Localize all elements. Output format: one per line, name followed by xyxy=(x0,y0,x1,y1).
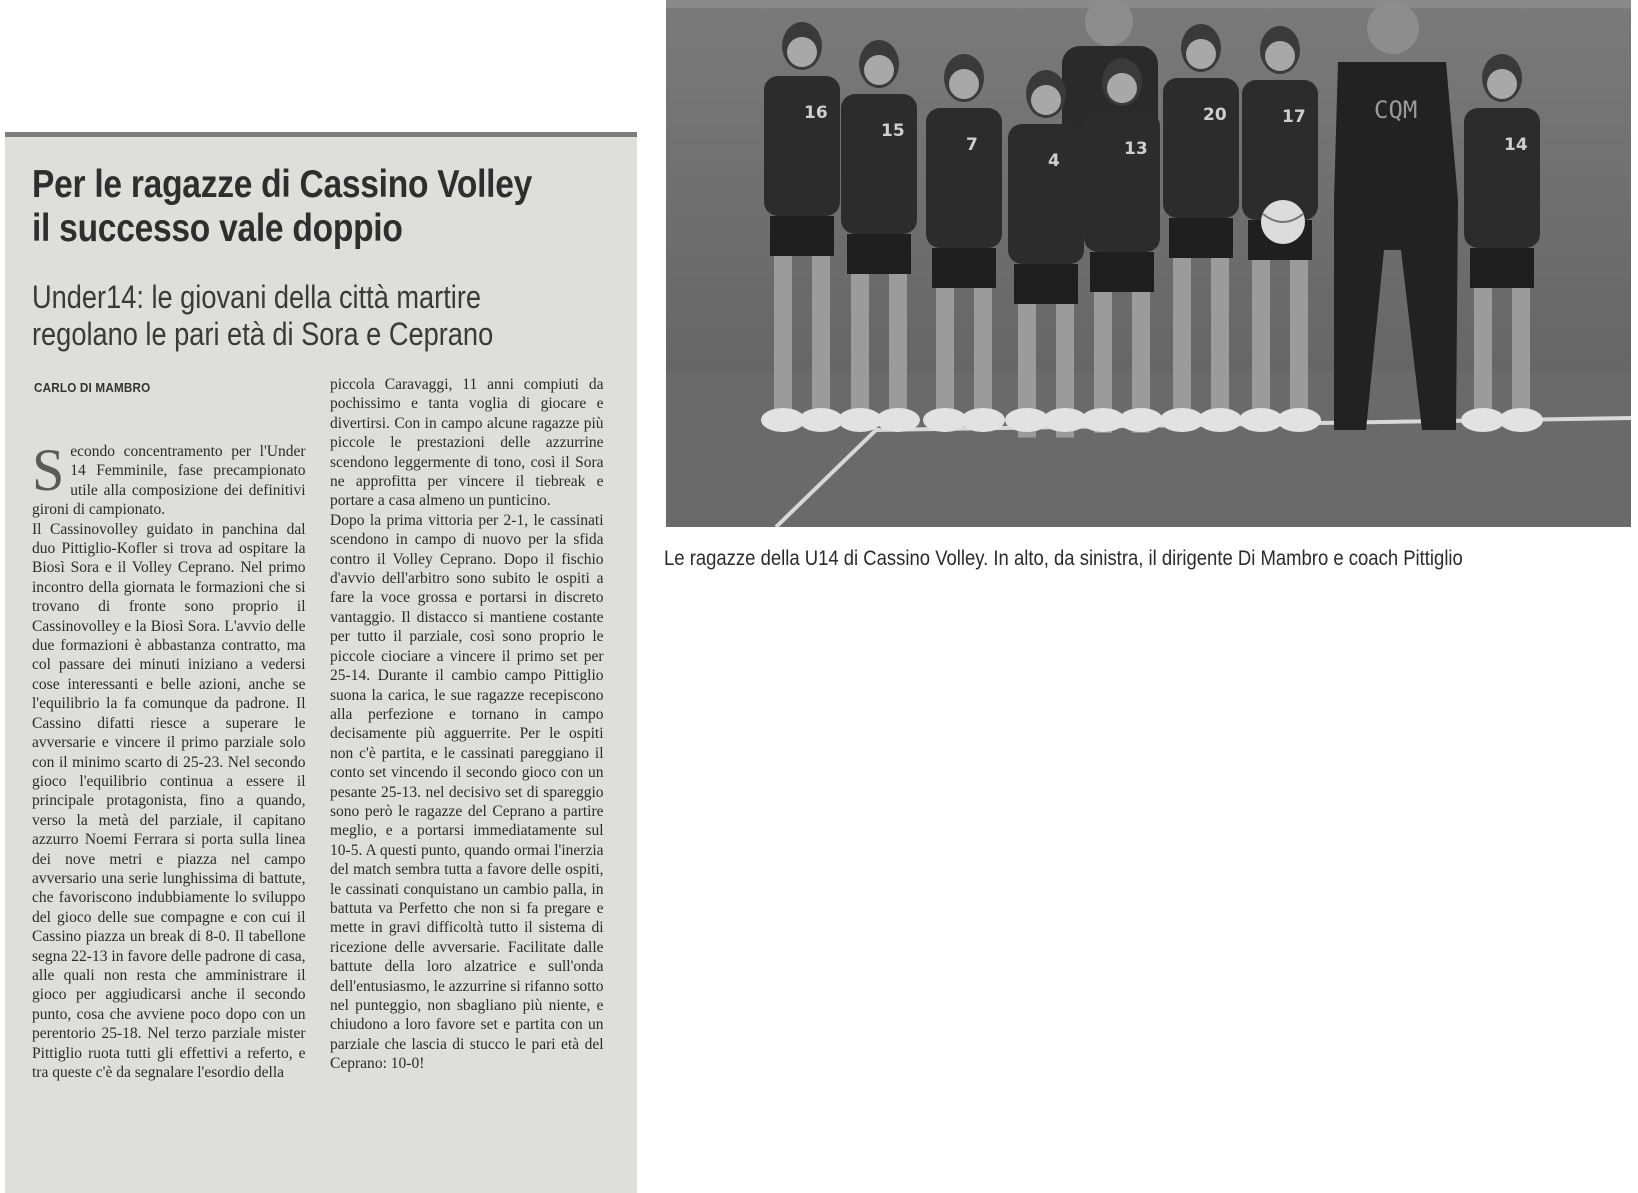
blank-area xyxy=(642,578,1638,1193)
headline: Per le ragazze di Cassino Volley il successo vale doppio xyxy=(32,163,533,250)
jersey-number: 13 xyxy=(1124,139,1148,159)
drop-cap: S xyxy=(32,437,65,503)
jersey-number: 20 xyxy=(1203,105,1227,125)
paragraph: piccola Caravaggi, 11 anni compiuti da pochissimo e tanta voglia di giocare e divertirsi. Con in campo alcune ragazze più piccole le prestazioni delle azzurrine scendono leggermente di tono, così il Sora ne approfitta per vincere il tiebreak e portare a casa almeno un punticino. xyxy=(330,376,604,510)
article-panel xyxy=(5,132,637,1193)
paragraph xyxy=(32,437,306,520)
jersey-number: 15 xyxy=(881,121,905,141)
paragraph: Il Cassinovolley guidato in panchina dal duo Pittiglio-Kofler si trova ad ospitare la Biosì Sora e il Volley Ceprano. Nel primo incontro della giornata le formazioni che si trovano di fronte sono proprio il Cassinovolley e la Biosì Sora. L'avvio delle due formazioni è abbastanza contratto, ma col passare dei minuti iniziano a vedersi cose interessanti e belle azioni, anche se l'equilibrio la fa comunque da padrone. Il Cassino difatti riesce a superare le avversarie e vincere il primo parziale solo con il minimo scarto di 25-23. Nel secondo gioco l'equilibrio continua a essere il principale protagonista, fino a quando, verso la metà del parziale, il capitano azzurro Noemi Ferrara si porta sulla linea dei nove metri e piazza nel campo avversario una serie lunghissima di battute, che favoriscono indubbiamente lo sviluppo del gioco delle sue compagne e con cui il Cassino piazza un break di 8-0. Il tabellone segna 22-13 in favore delle padrone di casa, alle quali non resta che amministrare il gioco per aggiudicarsi anche il secondo punto, cosa che avviene poco dopo con un perentorio 25-18. Nel terzo parziale mister Pittiglio ruota tutti gli effettivi a referto, e tra queste c'è da segnalare l'esordio della xyxy=(32,520,306,1081)
paragraph: Dopo la prima vittoria per 2-1, le cassinati scendono in campo di nuovo per la sfida contro il Volley Ceprano. Dopo il fischio d'avvio dell'arbitro sono subito le ospiti a fare la voce grossa e portarsi in discreto vantaggio. Il distacco si mantiene costante per tutto il parziale, così sono proprio le piccole ciociare a vincere il primo set per 25-14. Durante il cambio campo Pittiglio suona la carica, le sue ragazze recepiscono alla perfezione e tornano in campo decisamente più agguerrite. Per le ospiti non c'è partita, e le cassinati pareggiano il conto set vincendo il secondo gioco con un pesante 25-13. nel decisivo set di spareggio sono però le ragazze del Ceprano a partire meglio, e a portarsi immediatamente sul 10-5. A questi punto, quando ormai l'inerzia del match sembra tutta a favore delle ospiti, le cassinati conquistano un cambio palla, in battuta va Perfetto che non si fa pregare e mette in gravi difficoltà tutto il sistema di ricezione delle avversarie. Facilitate dalle battute della loro alzatrice e sull'onda dell'entusiasmo, le azzurrine si rifanno sotto nel punteggio, non sbagliano più niente, e chiudono a loro favore set e partita con un parziale che lascia di stucco le pari età del Ceprano: 10-0! xyxy=(330,511,604,1073)
text-column-2 xyxy=(330,375,604,1074)
jersey-number: 17 xyxy=(1282,107,1306,127)
photo-caption: Le ragazze della U14 di Cassino Volley. In alto, da sinistra, il dirigente Di Mambro e coach Pittiglio xyxy=(664,547,1463,570)
jersey-number: 14 xyxy=(1504,135,1528,155)
subheadline: Under14: le giovani della città martire regolano le pari età di Sora e Ceprano xyxy=(32,279,494,352)
jersey-number: 4 xyxy=(1048,151,1060,171)
text-column-1 xyxy=(32,437,306,1082)
jersey-number: 7 xyxy=(966,135,978,155)
paragraph-text: econdo concentramento per l'Under 14 Femminile, fase precampionato utile alla composizione dei definitivi gironi di campionato. xyxy=(32,443,306,519)
jersey-number: 16 xyxy=(804,103,828,123)
team-photo-illustration xyxy=(666,0,1631,527)
byline: CARLO DI MAMBRO xyxy=(34,380,151,395)
volleyball xyxy=(1261,200,1305,244)
team-photo xyxy=(666,0,1631,527)
shirt-text: CQM xyxy=(1374,96,1418,124)
